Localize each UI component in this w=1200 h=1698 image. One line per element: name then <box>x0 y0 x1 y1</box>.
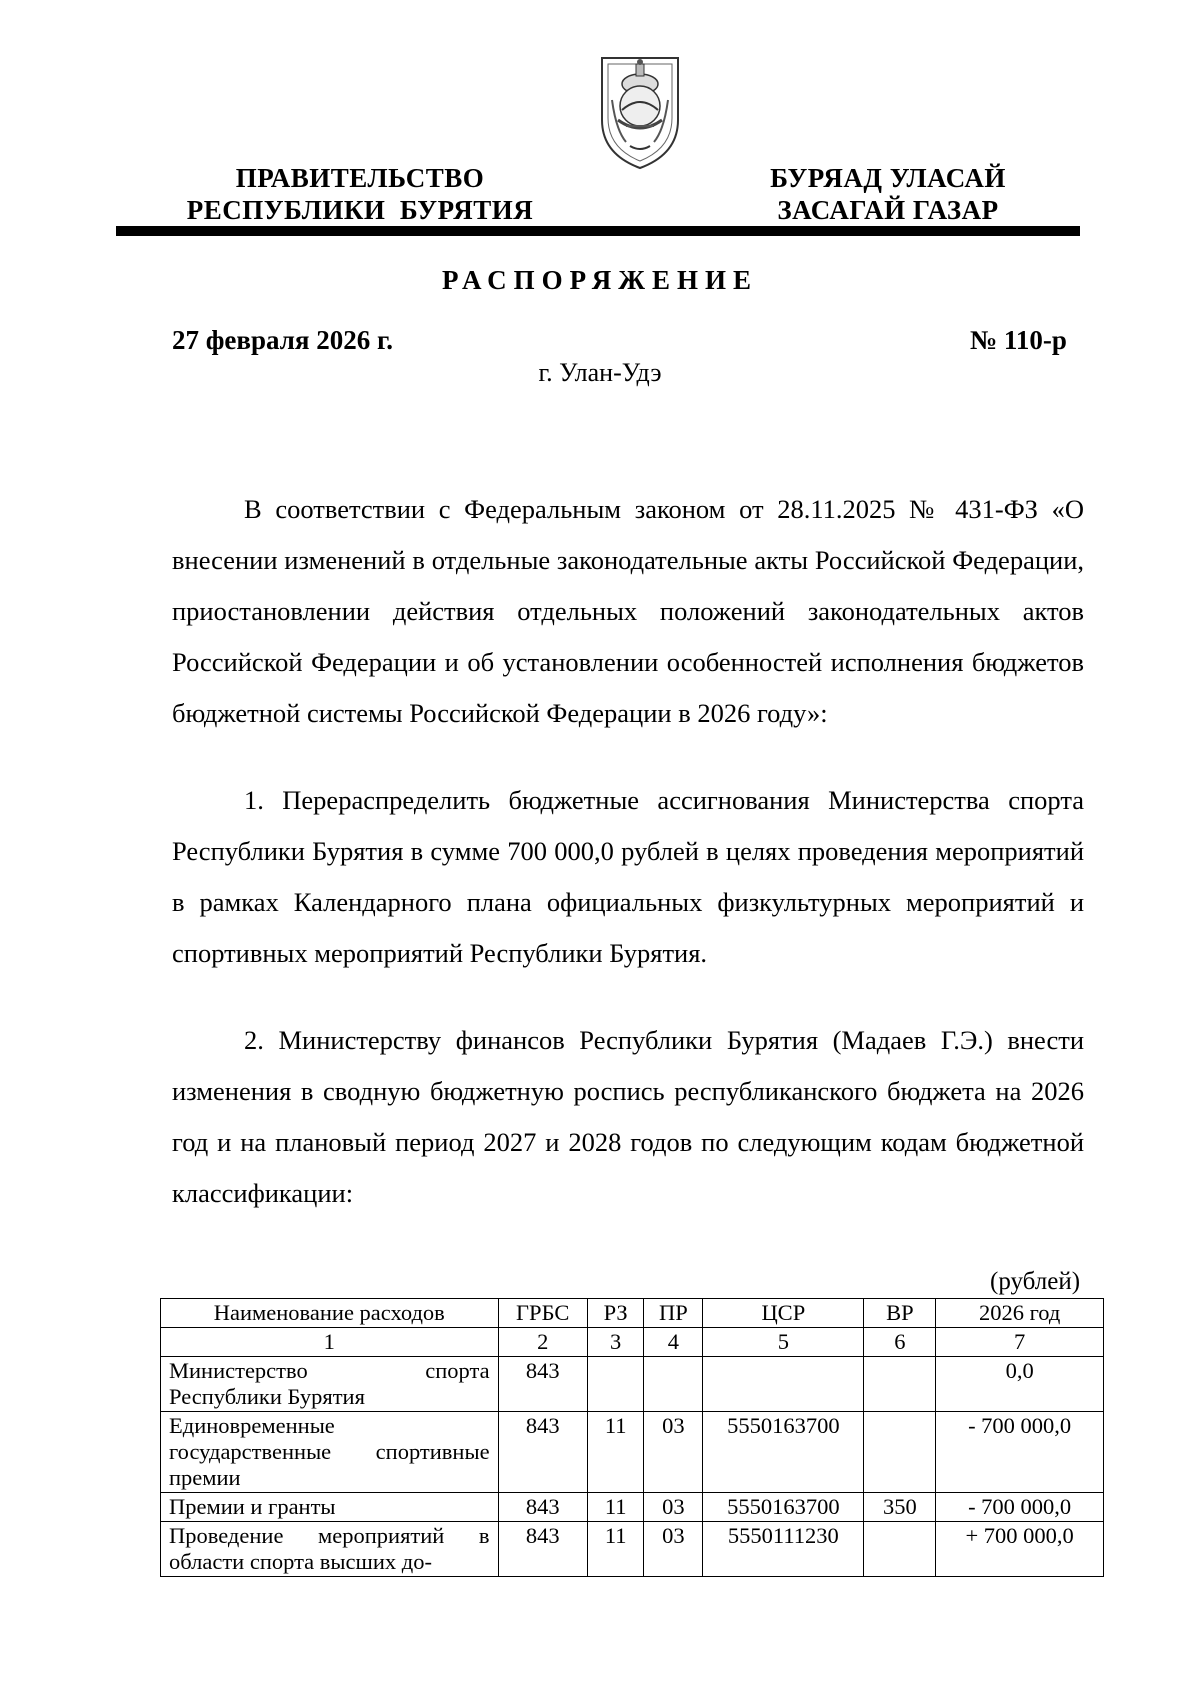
document-number: № 110-р <box>970 325 1067 355</box>
table-row <box>161 1412 1104 1493</box>
header-cell: 2026 год <box>936 1299 1104 1328</box>
header-cell: ВР <box>864 1299 936 1328</box>
row-csr-cell <box>703 1357 864 1412</box>
row-rz-cell: 11 <box>587 1412 644 1493</box>
header-cell: Наименование расходов <box>161 1299 499 1328</box>
row-grbs-cell: 843 <box>498 1412 587 1493</box>
table-row <box>161 1493 1104 1522</box>
row-grbs-cell: 843 <box>498 1357 587 1412</box>
row-vr-cell <box>864 1522 936 1577</box>
coat-of-arms-emblem <box>596 50 684 172</box>
row-csr-cell: 5550163700 <box>703 1493 864 1522</box>
row-pr-cell: 03 <box>644 1412 703 1493</box>
row-name-cell: Министерство спорта Республики Бурятия <box>161 1357 499 1412</box>
document-title: РАСПОРЯЖЕНИЕ <box>441 265 759 295</box>
table-row <box>161 1357 1104 1412</box>
row-vr-cell <box>864 1412 936 1493</box>
table-column-number-row <box>161 1328 1104 1357</box>
row-amount-cell: 0,0 <box>936 1357 1104 1412</box>
government-name-ru-line2: РЕСПУБЛИКИ БУРЯТИЯ <box>186 195 534 225</box>
document-date: 27 февраля 2026 г. <box>172 325 393 355</box>
header-divider <box>116 226 1080 236</box>
row-name-cell: Проведение мероприятий в области спорта высших до- <box>161 1522 499 1577</box>
row-rz-cell: 11 <box>587 1522 644 1577</box>
row-amount-cell: - 700 000,0 <box>936 1412 1104 1493</box>
table-unit-label: (рублей) <box>990 1268 1081 1295</box>
row-csr-cell: 5550163700 <box>703 1412 864 1493</box>
budget-table <box>160 1298 1104 1577</box>
column-number-cell: 4 <box>644 1328 703 1357</box>
column-number-cell: 2 <box>498 1328 587 1357</box>
row-vr-cell: 350 <box>864 1493 936 1522</box>
item-2-paragraph: 2. Министерству финансов Республики Бурятия (Мадаев Г.Э.) внести изменения в сводную бюджетную роспись республиканского бюджета на 2026 год и на плановый период 2027 и 2028 годов по следующим кодам бюджетной классификации: <box>172 1025 1084 1208</box>
table-header-row <box>161 1299 1104 1328</box>
column-number-cell: 7 <box>936 1328 1104 1357</box>
row-rz-cell <box>587 1357 644 1412</box>
row-name-cell: Премии и гранты <box>161 1493 499 1522</box>
item-1-paragraph: 1. Перераспределить бюджетные ассигнования Министерства спорта Республики Бурятия в сумме 700 000,0 рублей в целях проведения мероприятий в рамках Календарного плана официальных физкультурных мероприятий и спортивных мероприятий Республики Бурятия. <box>172 785 1084 968</box>
row-grbs-cell: 843 <box>498 1522 587 1577</box>
government-name-bua <box>738 162 1038 226</box>
header-cell: ПР <box>644 1299 703 1328</box>
row-name-cell: Единовременные государственные спортивные премии <box>161 1412 499 1493</box>
row-pr-cell: 03 <box>644 1522 703 1577</box>
column-number-cell: 3 <box>587 1328 644 1357</box>
government-name-bua-line2: ЗАСАГАЙ ГАЗАР <box>777 195 999 225</box>
government-name-bua-line1: БУРЯАД УЛАСАЙ <box>770 163 1006 193</box>
row-grbs-cell: 843 <box>498 1493 587 1522</box>
row-pr-cell: 03 <box>644 1493 703 1522</box>
document-city: г. Улан-Удэ <box>538 358 662 387</box>
row-pr-cell <box>644 1357 703 1412</box>
row-csr-cell: 5550111230 <box>703 1522 864 1577</box>
row-amount-cell: - 700 000,0 <box>936 1493 1104 1522</box>
header-cell: РЗ <box>587 1299 644 1328</box>
government-name-ru <box>170 162 550 226</box>
row-amount-cell: + 700 000,0 <box>936 1522 1104 1577</box>
row-rz-cell: 11 <box>587 1493 644 1522</box>
row-vr-cell <box>864 1357 936 1412</box>
table-row <box>161 1522 1104 1577</box>
header-cell: ЦСР <box>703 1299 864 1328</box>
column-number-cell: 1 <box>161 1328 499 1357</box>
column-number-cell: 5 <box>703 1328 864 1357</box>
header-cell: ГРБС <box>498 1299 587 1328</box>
column-number-cell: 6 <box>864 1328 936 1357</box>
government-name-ru-line1: ПРАВИТЕЛЬСТВО <box>235 163 485 193</box>
preamble-paragraph: В соответствии с Федеральным законом от 28.11.2025 № 431-ФЗ «О внесении изменений в отдельные законодательные акты Российской Федерации, приостановлении действия отдельных положений законодательных актов Российской Федерации и об установлении особенностей исполнения бюджетов бюджетной системы Российской Федерации в 2026 году»: <box>172 494 1084 728</box>
